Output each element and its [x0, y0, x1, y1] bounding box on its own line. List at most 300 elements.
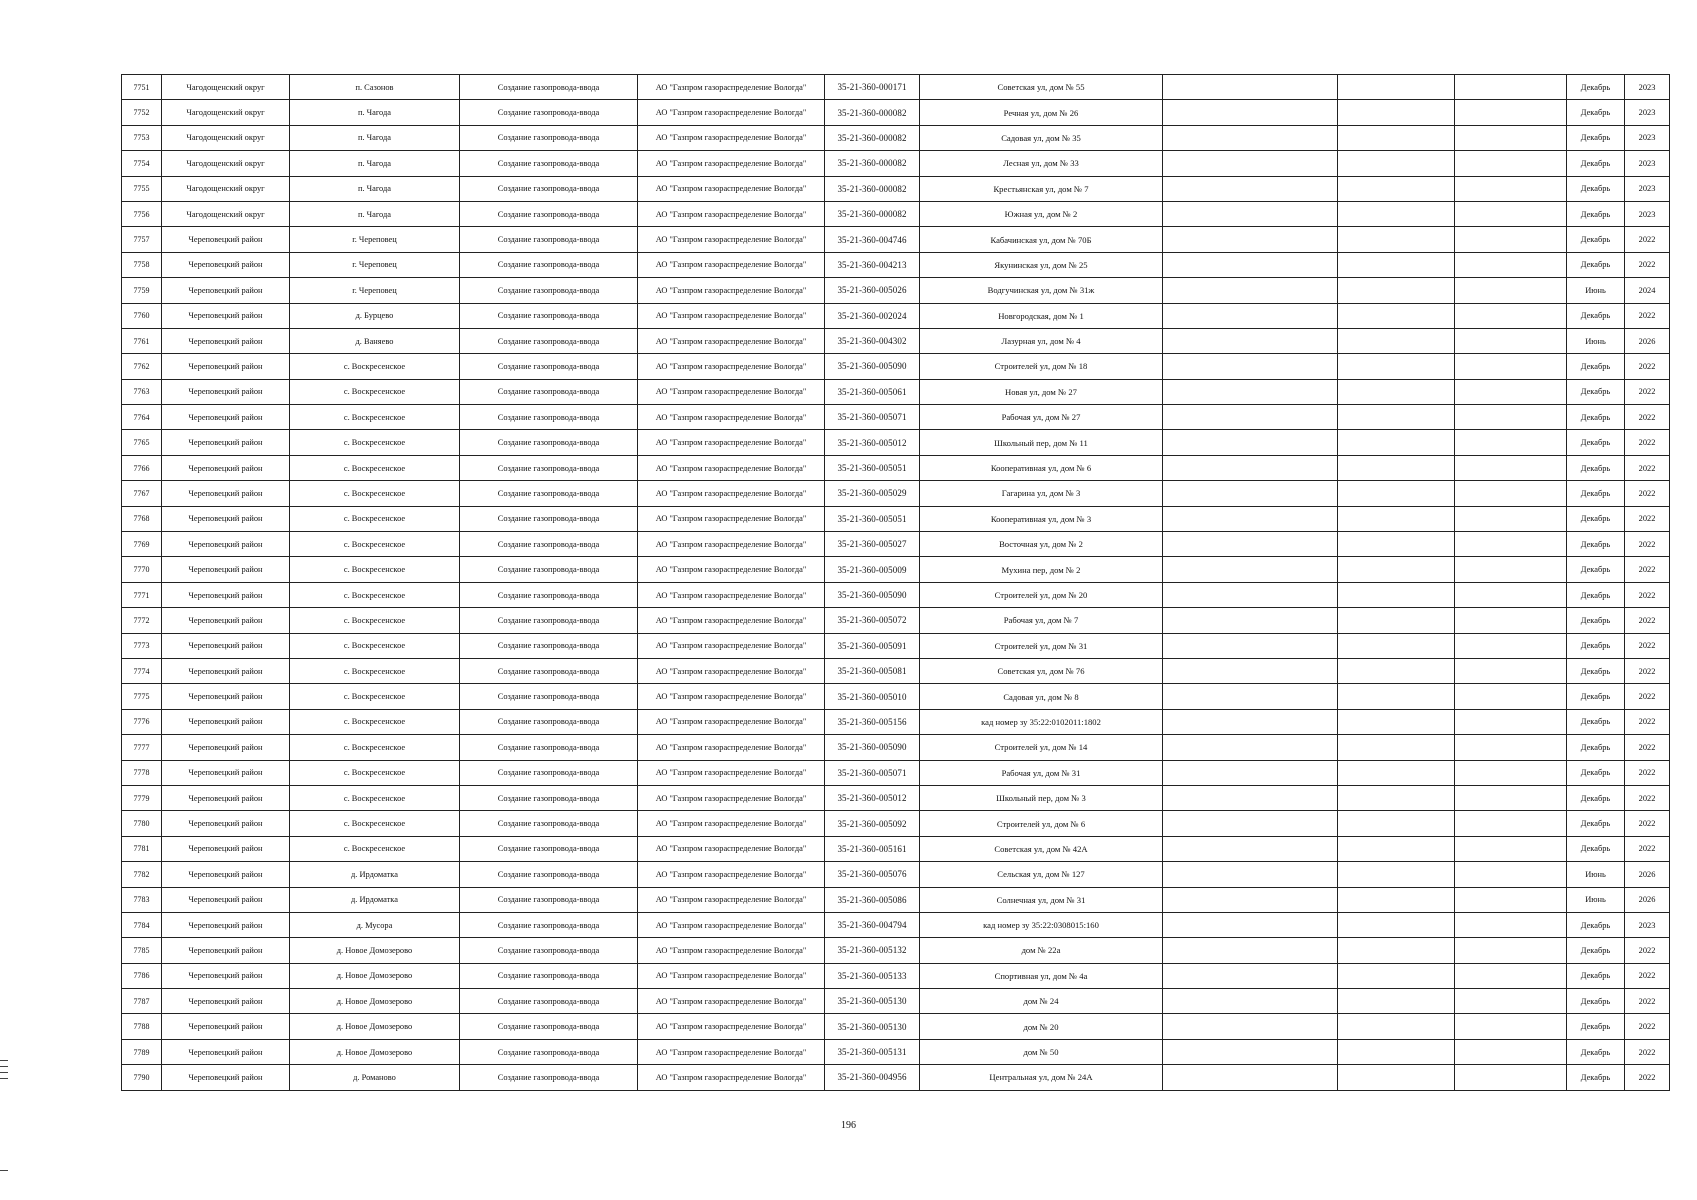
cell-work-type: Создание газопровода-ввода — [460, 532, 638, 557]
cell-row-number: 7775 — [122, 684, 162, 709]
cell-settlement: п. Чагода — [290, 100, 460, 125]
cell-address: Гагарина ул, дом № 3 — [920, 481, 1163, 506]
cell-empty-cell — [1338, 862, 1455, 887]
cell-district: Череповецкий район — [162, 252, 290, 277]
table-row — [122, 354, 1670, 379]
cell-organization: АО "Газпром газораспределение Вологда" — [638, 532, 825, 557]
cell-empty-cell — [1338, 633, 1455, 658]
cell-empty-cell — [1163, 658, 1338, 683]
table-row — [122, 405, 1670, 430]
cell-district: Череповецкий район — [162, 227, 290, 252]
cell-code: 35-21-360-002024 — [825, 303, 920, 328]
cell-work-type: Создание газопровода-ввода — [460, 785, 638, 810]
table-row — [122, 836, 1670, 861]
cell-settlement: с. Воскресенское — [290, 658, 460, 683]
cell-work-type: Создание газопровода-ввода — [460, 989, 638, 1014]
cell-organization: АО "Газпром газораспределение Вологда" — [638, 151, 825, 176]
cell-organization: АО "Газпром газораспределение Вологда" — [638, 836, 825, 861]
cell-year: 2022 — [1625, 633, 1670, 658]
cell-code: 35-21-360-005092 — [825, 811, 920, 836]
cell-organization: АО "Газпром газораспределение Вологда" — [638, 100, 825, 125]
cell-work-type: Создание газопровода-ввода — [460, 151, 638, 176]
cell-code: 35-21-360-005072 — [825, 608, 920, 633]
cell-work-type: Создание газопровода-ввода — [460, 1014, 638, 1039]
table-row — [122, 506, 1670, 531]
cell-empty-cell — [1338, 455, 1455, 480]
cell-organization: АО "Газпром газораспределение Вологда" — [638, 506, 825, 531]
cell-address: Строителей ул, дом № 20 — [920, 582, 1163, 607]
cell-month: Декабрь — [1567, 227, 1625, 252]
table-body — [122, 75, 1670, 1091]
cell-organization: АО "Газпром газораспределение Вологда" — [638, 785, 825, 810]
cell-month: Декабрь — [1567, 201, 1625, 226]
cell-settlement: с. Воскресенское — [290, 735, 460, 760]
cell-work-type: Создание газопровода-ввода — [460, 227, 638, 252]
table-row — [122, 938, 1670, 963]
table-row — [122, 811, 1670, 836]
cell-empty-cell — [1338, 75, 1455, 100]
cell-empty-cell — [1455, 303, 1567, 328]
cell-empty-cell — [1455, 709, 1567, 734]
cell-work-type: Создание газопровода-ввода — [460, 1065, 638, 1090]
cell-settlement: п. Чагода — [290, 151, 460, 176]
cell-row-number: 7777 — [122, 735, 162, 760]
cell-work-type: Создание газопровода-ввода — [460, 506, 638, 531]
cell-address: Кооперативная ул, дом № 3 — [920, 506, 1163, 531]
cell-empty-cell — [1338, 1014, 1455, 1039]
cell-code: 35-21-360-005081 — [825, 658, 920, 683]
cell-code: 35-21-360-005133 — [825, 963, 920, 988]
cell-year: 2022 — [1625, 811, 1670, 836]
cell-row-number: 7768 — [122, 506, 162, 531]
cell-row-number: 7751 — [122, 75, 162, 100]
cell-address: Новгородская, дом № 1 — [920, 303, 1163, 328]
cell-empty-cell — [1338, 430, 1455, 455]
table-row — [122, 100, 1670, 125]
cell-settlement: с. Воскресенское — [290, 760, 460, 785]
cell-year: 2022 — [1625, 354, 1670, 379]
cell-empty-cell — [1455, 785, 1567, 810]
cell-district: Череповецкий район — [162, 608, 290, 633]
table-row — [122, 557, 1670, 582]
cell-code: 35-21-360-004213 — [825, 252, 920, 277]
cell-empty-cell — [1455, 557, 1567, 582]
cell-code: 35-21-360-005132 — [825, 938, 920, 963]
cell-row-number: 7779 — [122, 785, 162, 810]
table-row — [122, 532, 1670, 557]
cell-empty-cell — [1455, 963, 1567, 988]
cell-organization: АО "Газпром газораспределение Вологда" — [638, 227, 825, 252]
cell-empty-cell — [1338, 1065, 1455, 1090]
cell-row-number: 7763 — [122, 379, 162, 404]
cell-empty-cell — [1455, 100, 1567, 125]
cell-empty-cell — [1455, 328, 1567, 353]
cell-organization: АО "Газпром газораспределение Вологда" — [638, 811, 825, 836]
cell-month: Декабрь — [1567, 963, 1625, 988]
edge-mark — [0, 1078, 8, 1079]
cell-organization: АО "Газпром газораспределение Вологда" — [638, 278, 825, 303]
table-row — [122, 176, 1670, 201]
cell-empty-cell — [1455, 481, 1567, 506]
cell-empty-cell — [1338, 760, 1455, 785]
cell-empty-cell — [1455, 1039, 1567, 1064]
table-row — [122, 455, 1670, 480]
cell-row-number: 7761 — [122, 328, 162, 353]
cell-month: Декабрь — [1567, 379, 1625, 404]
cell-address: Строителей ул, дом № 18 — [920, 354, 1163, 379]
cell-year: 2022 — [1625, 989, 1670, 1014]
cell-address: Строителей ул, дом № 14 — [920, 735, 1163, 760]
cell-row-number: 7774 — [122, 658, 162, 683]
cell-district: Череповецкий район — [162, 658, 290, 683]
cell-empty-cell — [1338, 252, 1455, 277]
cell-code: 35-21-360-005090 — [825, 582, 920, 607]
cell-address: Лесная ул, дом № 33 — [920, 151, 1163, 176]
cell-empty-cell — [1455, 760, 1567, 785]
cell-code: 35-21-360-005071 — [825, 405, 920, 430]
cell-settlement: с. Воскресенское — [290, 633, 460, 658]
cell-organization: АО "Газпром газораспределение Вологда" — [638, 989, 825, 1014]
cell-address: Водгучинская ул, дом № 31ж — [920, 278, 1163, 303]
cell-year: 2022 — [1625, 582, 1670, 607]
cell-organization: АО "Газпром газораспределение Вологда" — [638, 633, 825, 658]
cell-empty-cell — [1163, 1039, 1338, 1064]
cell-empty-cell — [1163, 608, 1338, 633]
cell-empty-cell — [1455, 633, 1567, 658]
cell-empty-cell — [1163, 455, 1338, 480]
cell-month: Декабрь — [1567, 1014, 1625, 1039]
table-row — [122, 912, 1670, 937]
table-row — [122, 151, 1670, 176]
cell-empty-cell — [1163, 100, 1338, 125]
table-row — [122, 252, 1670, 277]
cell-district: Череповецкий район — [162, 1065, 290, 1090]
cell-row-number: 7772 — [122, 608, 162, 633]
cell-district: Череповецкий район — [162, 862, 290, 887]
cell-empty-cell — [1338, 912, 1455, 937]
cell-empty-cell — [1338, 532, 1455, 557]
cell-district: Череповецкий район — [162, 836, 290, 861]
cell-district: Череповецкий район — [162, 405, 290, 430]
cell-year: 2022 — [1625, 455, 1670, 480]
cell-month: Декабрь — [1567, 760, 1625, 785]
table-row — [122, 303, 1670, 328]
cell-empty-cell — [1338, 481, 1455, 506]
cell-address: Строителей ул, дом № 6 — [920, 811, 1163, 836]
cell-month: Декабрь — [1567, 709, 1625, 734]
cell-empty-cell — [1163, 557, 1338, 582]
cell-row-number: 7756 — [122, 201, 162, 226]
cell-month: Декабрь — [1567, 785, 1625, 810]
cell-organization: АО "Газпром газораспределение Вологда" — [638, 658, 825, 683]
table-row — [122, 379, 1670, 404]
cell-empty-cell — [1163, 811, 1338, 836]
cell-organization: АО "Газпром газораспределение Вологда" — [638, 1014, 825, 1039]
cell-district: Череповецкий район — [162, 760, 290, 785]
table-row — [122, 1039, 1670, 1064]
cell-organization: АО "Газпром газораспределение Вологда" — [638, 684, 825, 709]
cell-row-number: 7787 — [122, 989, 162, 1014]
cell-row-number: 7758 — [122, 252, 162, 277]
cell-settlement: д. Новое Домозерово — [290, 1014, 460, 1039]
cell-organization: АО "Газпром газораспределение Вологда" — [638, 582, 825, 607]
cell-address: дом № 50 — [920, 1039, 1163, 1064]
cell-code: 35-21-360-000082 — [825, 151, 920, 176]
cell-work-type: Создание газопровода-ввода — [460, 735, 638, 760]
cell-work-type: Создание газопровода-ввода — [460, 938, 638, 963]
table-row — [122, 1065, 1670, 1090]
cell-address: дом № 24 — [920, 989, 1163, 1014]
cell-code: 35-21-360-000082 — [825, 201, 920, 226]
cell-empty-cell — [1163, 379, 1338, 404]
cell-district: Чагодощенский округ — [162, 151, 290, 176]
cell-empty-cell — [1163, 201, 1338, 226]
cell-code: 35-21-360-000082 — [825, 176, 920, 201]
cell-month: Декабрь — [1567, 430, 1625, 455]
cell-address: Лазурная ул, дом № 4 — [920, 328, 1163, 353]
cell-address: Южная ул, дом № 2 — [920, 201, 1163, 226]
cell-settlement: д. Бурцево — [290, 303, 460, 328]
cell-empty-cell — [1455, 1065, 1567, 1090]
cell-empty-cell — [1455, 658, 1567, 683]
cell-month: Декабрь — [1567, 633, 1625, 658]
cell-settlement: с. Воскресенское — [290, 582, 460, 607]
table-row — [122, 608, 1670, 633]
cell-address: Советская ул, дом № 42А — [920, 836, 1163, 861]
cell-empty-cell — [1338, 836, 1455, 861]
cell-month: Декабрь — [1567, 836, 1625, 861]
cell-address: Рабочая ул, дом № 31 — [920, 760, 1163, 785]
cell-empty-cell — [1338, 506, 1455, 531]
cell-empty-cell — [1455, 862, 1567, 887]
cell-code: 35-21-360-005061 — [825, 379, 920, 404]
cell-empty-cell — [1455, 506, 1567, 531]
cell-settlement: д. Ваняево — [290, 328, 460, 353]
cell-year: 2026 — [1625, 328, 1670, 353]
cell-empty-cell — [1455, 176, 1567, 201]
cell-row-number: 7767 — [122, 481, 162, 506]
cell-row-number: 7752 — [122, 100, 162, 125]
cell-year: 2022 — [1625, 430, 1670, 455]
cell-organization: АО "Газпром газораспределение Вологда" — [638, 557, 825, 582]
cell-code: 35-21-360-005009 — [825, 557, 920, 582]
cell-year: 2022 — [1625, 405, 1670, 430]
cell-address: Спортивная ул, дом № 4а — [920, 963, 1163, 988]
cell-month: Декабрь — [1567, 455, 1625, 480]
cell-district: Череповецкий район — [162, 963, 290, 988]
gas-connection-table — [121, 74, 1670, 1091]
cell-empty-cell — [1163, 532, 1338, 557]
cell-month: Декабрь — [1567, 1065, 1625, 1090]
cell-month: Декабрь — [1567, 811, 1625, 836]
cell-empty-cell — [1163, 227, 1338, 252]
cell-code: 35-21-360-005010 — [825, 684, 920, 709]
cell-settlement: д. Новое Домозерово — [290, 1039, 460, 1064]
cell-organization: АО "Газпром газораспределение Вологда" — [638, 252, 825, 277]
cell-empty-cell — [1163, 151, 1338, 176]
cell-year: 2023 — [1625, 201, 1670, 226]
cell-year: 2022 — [1625, 658, 1670, 683]
edge-mark — [0, 1066, 8, 1067]
cell-year: 2022 — [1625, 532, 1670, 557]
cell-address: Сельская ул, дом № 127 — [920, 862, 1163, 887]
cell-organization: АО "Газпром газораспределение Вологда" — [638, 430, 825, 455]
table-row — [122, 125, 1670, 150]
cell-empty-cell — [1338, 278, 1455, 303]
cell-address: Рабочая ул, дом № 27 — [920, 405, 1163, 430]
cell-empty-cell — [1338, 125, 1455, 150]
cell-year: 2026 — [1625, 887, 1670, 912]
table-row — [122, 684, 1670, 709]
cell-address: Крестьянская ул, дом № 7 — [920, 176, 1163, 201]
cell-month: Декабрь — [1567, 176, 1625, 201]
cell-settlement: с. Воскресенское — [290, 430, 460, 455]
cell-empty-cell — [1163, 963, 1338, 988]
cell-address: Рабочая ул, дом № 7 — [920, 608, 1163, 633]
cell-code: 35-21-360-004746 — [825, 227, 920, 252]
table-row — [122, 227, 1670, 252]
cell-settlement: д. Новое Домозерово — [290, 963, 460, 988]
cell-district: Череповецкий район — [162, 735, 290, 760]
cell-month: Декабрь — [1567, 608, 1625, 633]
cell-row-number: 7776 — [122, 709, 162, 734]
cell-district: Череповецкий район — [162, 989, 290, 1014]
cell-district: Череповецкий район — [162, 887, 290, 912]
table-row — [122, 887, 1670, 912]
cell-year: 2022 — [1625, 506, 1670, 531]
cell-empty-cell — [1338, 100, 1455, 125]
cell-work-type: Создание газопровода-ввода — [460, 252, 638, 277]
cell-district: Череповецкий район — [162, 379, 290, 404]
cell-settlement: г. Череповец — [290, 252, 460, 277]
cell-empty-cell — [1455, 684, 1567, 709]
cell-district: Чагодощенский округ — [162, 176, 290, 201]
cell-code: 35-21-360-005131 — [825, 1039, 920, 1064]
table-row — [122, 735, 1670, 760]
cell-empty-cell — [1455, 532, 1567, 557]
cell-month: Декабрь — [1567, 938, 1625, 963]
cell-empty-cell — [1455, 912, 1567, 937]
cell-year: 2022 — [1625, 785, 1670, 810]
cell-code: 35-21-360-005130 — [825, 989, 920, 1014]
cell-empty-cell — [1163, 684, 1338, 709]
cell-month: Декабрь — [1567, 506, 1625, 531]
cell-work-type: Создание газопровода-ввода — [460, 912, 638, 937]
cell-organization: АО "Газпром газораспределение Вологда" — [638, 455, 825, 480]
cell-address: Солнечная ул, дом № 31 — [920, 887, 1163, 912]
cell-year: 2022 — [1625, 557, 1670, 582]
cell-district: Череповецкий район — [162, 354, 290, 379]
cell-organization: АО "Газпром газораспределение Вологда" — [638, 1065, 825, 1090]
cell-empty-cell — [1163, 735, 1338, 760]
cell-code: 35-21-360-005090 — [825, 735, 920, 760]
cell-work-type: Создание газопровода-ввода — [460, 760, 638, 785]
cell-settlement: с. Воскресенское — [290, 836, 460, 861]
cell-address: Школьный пер, дом № 11 — [920, 430, 1163, 455]
cell-code: 35-21-360-004302 — [825, 328, 920, 353]
cell-empty-cell — [1455, 938, 1567, 963]
cell-settlement: д. Новое Домозерово — [290, 938, 460, 963]
cell-year: 2022 — [1625, 1014, 1670, 1039]
cell-address: дом № 20 — [920, 1014, 1163, 1039]
cell-empty-cell — [1338, 328, 1455, 353]
cell-month: Декабрь — [1567, 532, 1625, 557]
cell-year: 2022 — [1625, 227, 1670, 252]
cell-empty-cell — [1163, 430, 1338, 455]
cell-empty-cell — [1455, 227, 1567, 252]
cell-district: Череповецкий район — [162, 481, 290, 506]
cell-district: Череповецкий район — [162, 582, 290, 607]
cell-row-number: 7757 — [122, 227, 162, 252]
cell-work-type: Создание газопровода-ввода — [460, 811, 638, 836]
cell-empty-cell — [1163, 836, 1338, 861]
cell-empty-cell — [1163, 125, 1338, 150]
cell-settlement: п. Чагода — [290, 125, 460, 150]
cell-settlement: д. Мусора — [290, 912, 460, 937]
cell-empty-cell — [1163, 633, 1338, 658]
cell-month: Декабрь — [1567, 100, 1625, 125]
cell-empty-cell — [1338, 963, 1455, 988]
cell-settlement: п. Чагода — [290, 201, 460, 226]
cell-empty-cell — [1455, 354, 1567, 379]
cell-district: Череповецкий район — [162, 532, 290, 557]
cell-empty-cell — [1455, 405, 1567, 430]
table-row — [122, 963, 1670, 988]
cell-empty-cell — [1163, 912, 1338, 937]
cell-settlement: с. Воскресенское — [290, 455, 460, 480]
cell-work-type: Создание газопровода-ввода — [460, 709, 638, 734]
cell-work-type: Создание газопровода-ввода — [460, 176, 638, 201]
cell-settlement: с. Воскресенское — [290, 811, 460, 836]
cell-year: 2022 — [1625, 252, 1670, 277]
cell-month: Декабрь — [1567, 735, 1625, 760]
cell-empty-cell — [1163, 887, 1338, 912]
cell-empty-cell — [1455, 430, 1567, 455]
cell-code: 35-21-360-005027 — [825, 532, 920, 557]
cell-work-type: Создание газопровода-ввода — [460, 658, 638, 683]
cell-month: Декабрь — [1567, 582, 1625, 607]
cell-organization: АО "Газпром газораспределение Вологда" — [638, 709, 825, 734]
cell-year: 2026 — [1625, 862, 1670, 887]
cell-row-number: 7784 — [122, 912, 162, 937]
cell-row-number: 7764 — [122, 405, 162, 430]
cell-settlement: с. Воскресенское — [290, 557, 460, 582]
cell-organization: АО "Газпром газораспределение Вологда" — [638, 328, 825, 353]
cell-code: 35-21-360-005130 — [825, 1014, 920, 1039]
cell-district: Череповецкий район — [162, 455, 290, 480]
cell-address: Садовая ул, дом № 35 — [920, 125, 1163, 150]
cell-district: Чагодощенский округ — [162, 75, 290, 100]
cell-year: 2022 — [1625, 379, 1670, 404]
cell-address: Советская ул, дом № 76 — [920, 658, 1163, 683]
cell-empty-cell — [1163, 303, 1338, 328]
cell-empty-cell — [1338, 811, 1455, 836]
cell-row-number: 7759 — [122, 278, 162, 303]
cell-district: Череповецкий район — [162, 633, 290, 658]
cell-row-number: 7762 — [122, 354, 162, 379]
cell-row-number: 7760 — [122, 303, 162, 328]
cell-empty-cell — [1163, 354, 1338, 379]
edge-mark — [0, 1170, 8, 1171]
cell-work-type: Создание газопровода-ввода — [460, 836, 638, 861]
cell-row-number: 7773 — [122, 633, 162, 658]
cell-empty-cell — [1163, 862, 1338, 887]
cell-address: Восточная ул, дом № 2 — [920, 532, 1163, 557]
cell-empty-cell — [1163, 1014, 1338, 1039]
cell-district: Чагодощенский округ — [162, 201, 290, 226]
cell-settlement: с. Воскресенское — [290, 684, 460, 709]
cell-row-number: 7788 — [122, 1014, 162, 1039]
